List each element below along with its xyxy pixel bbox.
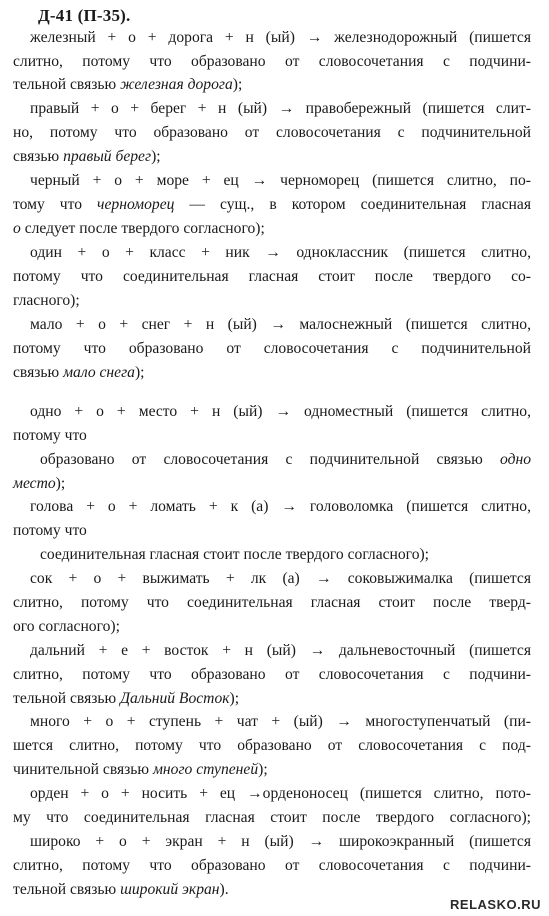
line-text: потому что	[13, 522, 87, 539]
line-tail: ).	[219, 881, 229, 898]
line-text: тому что	[13, 196, 98, 213]
line-text: орден + о + носить + ец →орденоносец (пишется слитно, пото-	[30, 785, 531, 802]
line-text: но, потому что образовано от словосочетания с подчинительной	[13, 124, 531, 141]
italic-phrase: мало снега	[63, 364, 135, 381]
line-text: шется слитно, потому что образовано от словосочетания с под-	[13, 737, 531, 754]
line-text: чинительной связью	[13, 761, 153, 778]
text-line	[13, 52, 531, 72]
text-line	[30, 243, 531, 263]
text-line	[30, 641, 531, 661]
italic-phrase: о	[13, 220, 21, 237]
text-line	[13, 267, 531, 287]
text-line	[30, 569, 531, 589]
line-tail: );	[258, 761, 268, 778]
line-tail: );	[134, 364, 145, 381]
text-line	[13, 147, 161, 167]
line-text: ого согласного);	[13, 618, 120, 635]
line-text: слитно, потому что образовано от словосочетания с подчини-	[13, 53, 531, 70]
text-line	[30, 315, 531, 335]
line-text: тельной связью	[13, 690, 121, 707]
text-line	[30, 712, 531, 732]
text-line	[30, 832, 531, 852]
text-line	[13, 363, 145, 383]
line-text: связью	[13, 148, 64, 165]
text-line	[30, 28, 531, 48]
line-text: му что соединительная гласная стоит после твердого согласного);	[13, 809, 531, 826]
text-line	[13, 808, 531, 828]
line-tail: следует после твердого согласного);	[20, 220, 265, 237]
line-text: мало + о + снег + н (ый) → малоснежный (пишется слитно,	[30, 316, 531, 333]
italic-phrase: много ступеней	[152, 761, 259, 778]
text-line	[13, 617, 120, 637]
line-text: слитно, потому что образовано от словосочетания с подчини-	[13, 857, 531, 874]
line-text: правый + о + берег + н (ый) → правобережный (пишется слит-	[30, 100, 531, 117]
line-text: потому что	[13, 427, 87, 444]
text-line	[13, 123, 531, 143]
line-tail: );	[232, 76, 243, 93]
line-text: голова + о + ломать + к (а) → головоломка (пишется слитно,	[30, 498, 531, 515]
text-line	[13, 593, 531, 613]
line-text: потому что соединительная гласная стоит после твердого со-	[13, 268, 531, 285]
line-text: дальний + е + восток + н (ый) → дальневосточный (пишется	[30, 642, 531, 659]
line-text: гласного);	[13, 292, 80, 309]
text-line	[30, 171, 531, 191]
line-text: железный + о + дорога + н (ый) → железнодорожный (пишется	[30, 29, 531, 46]
italic-phrase: Дальний Восток	[120, 690, 230, 707]
line-text: сок + о + выжимать + лк (а) → соковыжималка (пишется	[30, 570, 531, 587]
line-tail: — сущ., в котором соединительная гласная	[174, 196, 531, 213]
text-line	[30, 99, 531, 119]
text-line	[13, 291, 80, 311]
line-text: тельной связью	[13, 881, 121, 898]
line-text: слитно, потому что образовано от словосочетания с подчини-	[13, 666, 531, 683]
line-text: потому что образовано от словосочетания с подчинительной	[13, 340, 531, 357]
text-line	[13, 75, 242, 95]
italic-phrase: место	[13, 475, 56, 492]
line-tail: );	[151, 148, 161, 165]
text-line	[13, 736, 531, 756]
line-text: тельной связью	[13, 76, 121, 93]
text-line	[13, 760, 268, 780]
line-text: слитно, потому что соединительная гласная стоит после тверд-	[13, 594, 531, 611]
italic-phrase: черноморец	[97, 196, 175, 213]
line-text: одно + о + место + н (ый) → одноместный (пишется слитно,	[30, 403, 531, 420]
exercise-title: Д-41 (П-35).	[38, 6, 131, 25]
text-line	[13, 426, 87, 446]
watermark: RELASKO.RU	[450, 897, 541, 912]
line-text: широко + о + экран + н (ый) → широкоэкранный (пишется	[30, 833, 531, 850]
line-text: много + о + ступень + чат + (ый) → многоступенчатый (пи-	[30, 713, 531, 730]
text-line	[13, 219, 265, 239]
italic-phrase: правый берег	[63, 148, 152, 165]
line-tail: );	[55, 475, 66, 492]
text-line	[13, 521, 87, 541]
line-text: черный + о + море + ец → черноморец (пишется слитно, по-	[30, 172, 531, 189]
text-line	[13, 856, 531, 876]
text-line	[40, 450, 531, 470]
text-line	[13, 665, 531, 685]
text-line	[30, 497, 531, 517]
italic-phrase: одно	[499, 451, 531, 468]
text-line	[13, 339, 531, 359]
text-line	[13, 880, 229, 900]
line-text: один + о + класс + ник → одноклассник (пишется слитно,	[30, 244, 531, 261]
text-line	[30, 402, 531, 422]
line-text: соединительная гласная стоит после твердого согласного);	[40, 546, 430, 563]
text-line	[13, 195, 531, 215]
text-line	[13, 474, 65, 494]
italic-phrase: железная дорога	[120, 76, 233, 93]
line-tail: );	[229, 690, 240, 707]
text-line	[30, 784, 531, 804]
italic-phrase: широкий экран	[120, 881, 220, 898]
text-line	[13, 689, 239, 709]
text-line	[40, 545, 429, 565]
line-text: образовано от словосочетания с подчинительной связью	[40, 451, 500, 468]
line-text: связью	[13, 364, 64, 381]
